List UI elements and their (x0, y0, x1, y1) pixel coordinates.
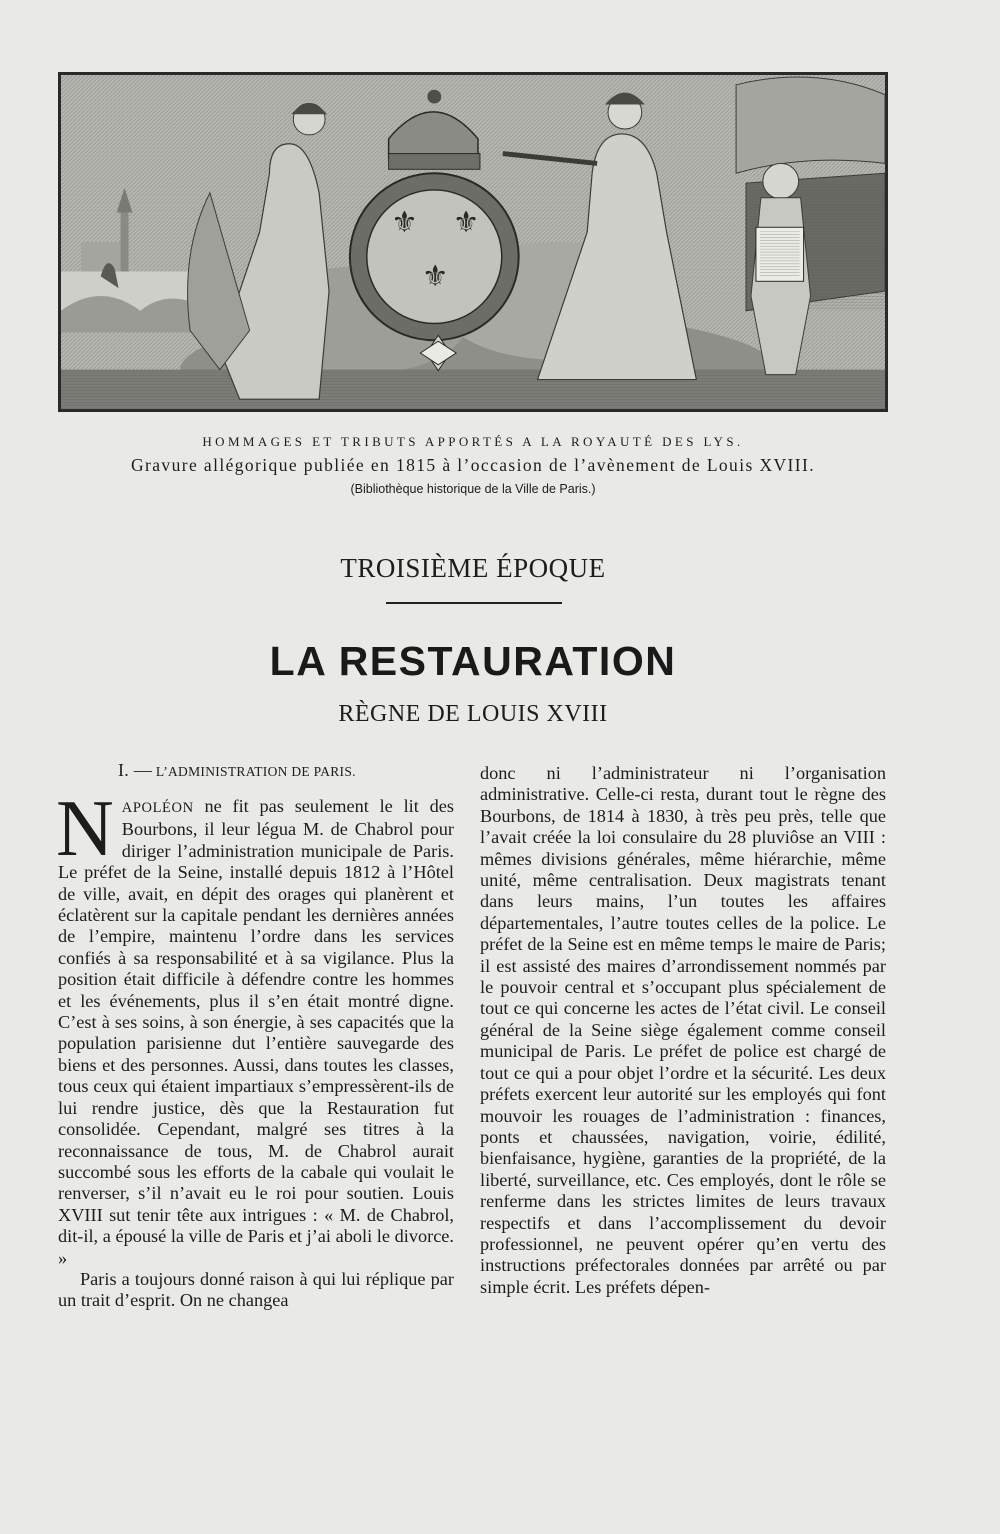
lead-word: APOLÉON (121, 800, 194, 816)
page-title: LA RESTAURATION (269, 638, 677, 684)
divider (386, 602, 562, 604)
section-heading-text: L’ADMINISTRATION DE PARIS. (155, 764, 356, 779)
left-paragraph-2: Paris a toujours donné raison à qui lui réplique par un trait d’esprit. On ne changea (58, 1268, 454, 1311)
page-subtitle: RÈGNE DE LOUIS XVIII (338, 701, 608, 727)
engraving-illustration (61, 75, 885, 409)
caption-description: Gravure allégorique publiée en 1815 à l’occasion de l’avènement de Louis XVIII. (131, 455, 815, 475)
right-column (480, 763, 886, 1298)
svg-text:⚜: ⚜ (452, 205, 480, 240)
epoque-heading: TROISIÈME ÉPOQUE (340, 553, 606, 583)
svg-text:⚜: ⚜ (421, 259, 449, 294)
section-heading (118, 760, 356, 781)
allegorical-engraving (58, 72, 888, 412)
right-paragraph-1: donc ni l’administrateur ni l’organisation administrative. Celle-ci resta, durant tout le règne des Bourbons, de 1814 à 1830, à très peu près, telle que l’avait créée la loi consulaire du 28 pluviôse an VIII : mêmes divisions générales, même hiérarchie, même unité, même centralisation. Deux magistrats tenant dans leurs mains, l’un toutes les affaires départementales, l’autre toutes celles de la police. Le préfet de la Seine est en même temps le maire de Paris; il est assisté des maires d’arrondissement nommés par le pouvoir central et s’occupant plus spécialement de tout ce qui concerne les actes de l’état civil. Le conseil général de la Seine siège également comme conseil municipal de Paris. Le préfet de police est chargé de tout ce qui a pour objet l’ordre et la sécurité. Les deux préfets exercent leur autorité sur les employés qui font mouvoir les rouages de l’administration : finances, ponts et chaussées, navigation, voirie, édilité, bienfaisance, hygiène, garanties de la propriété, de la liberté, surveillance, etc. Ces employés, dont le rôle se renferme dans les strictes limites de leurs travaux respectifs et dans l’accomplissement du devoir professionnel, ne peuvent opérer qu’en vertu des instructions préfectorales données par arrêté ou par simple écrit. Les préfets dépen- (480, 763, 886, 1297)
left-paragraph-1 (56, 785, 454, 1269)
section-number: I. — (118, 760, 153, 780)
caption-source: (Bibliothèque historique de la Ville de Paris.) (350, 482, 596, 496)
left-column (56, 785, 454, 1312)
svg-text:⚜: ⚜ (391, 205, 418, 240)
caption-title: HOMMAGES ET TRIBUTS APPORTÉS A LA ROYAUTÉ DES LYS. (202, 434, 744, 449)
dropcap: N (56, 785, 114, 873)
left-paragraph-1-text: ne fit pas seulement le lit des Bourbons, il leur légua M. de Chabrol pour diriger l’administration municipale de Paris. Le préfet de la Seine, installé depuis 1812 à l’Hôtel de ville, avait, en dépit des orages qui planèrent et éclatèrent sur la capitale pendant les dernières années de l’empire, maintenu l’ordre dans les services confiés à sa responsabilité et à sa vigilance. Plus la position était difficile à défendre contre les hommes et les événements, plus il s’en était montré digne. C’est à ses soins, à son énergie, à ses capacités que la population parisienne dut l’entière sauvegarde des biens et des personnes. Aussi, dans toutes les classes, tous ceux qui étaient impartiaux s’empressèrent-ils de lui rendre justice, dès que la Restauration fut consolidée. Cependant, malgré ses titres à la reconnaissance de tous, M. de Chabrol aurait succombé sous les efforts de la cabale qui voulait le renverser, s’il n’avait eu le roi pour soutien. Louis XVIII sut tenir tête aux intrigues : « M. de Chabrol, dit-il, a épousé la ville de Paris et j’ai aboli le divorce. » (58, 796, 454, 1268)
